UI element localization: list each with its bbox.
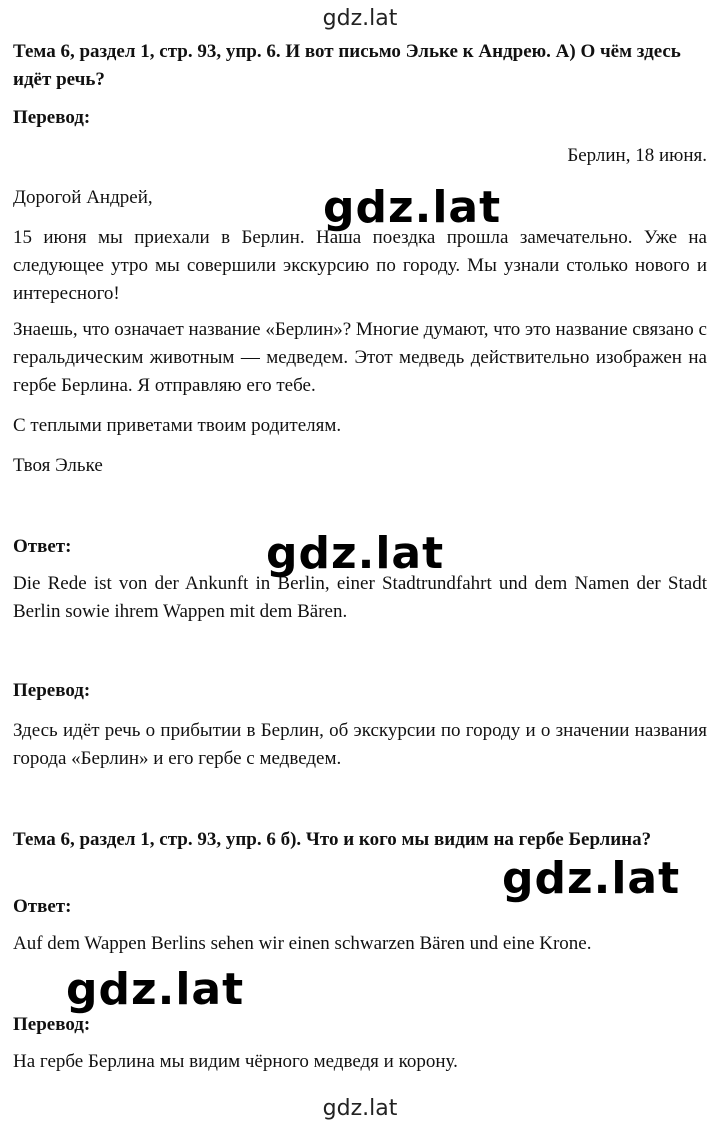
task1-answer-label: Ответ: — [13, 536, 72, 557]
letter-closing: С теплыми приветами твоим родителям. — [13, 415, 342, 436]
watermark-large-2: gdz.lat — [266, 528, 445, 579]
watermark-large-3: gdz.lat — [502, 853, 681, 904]
letter-signature: Твоя Эльке — [13, 455, 103, 476]
letter-place-date: Берлин, 18 июня. — [567, 145, 707, 166]
letter-paragraph-2: Знаешь, что означает название «Берлин»? Многие думают, что это название связано с геральдическим животным — медведем. Этот медведь действительно изображен на гербе Берлина. Я отправляю его тебе. — [13, 319, 707, 396]
task1-answer-translation-label: Перевод: — [13, 680, 91, 701]
watermark-large-1: gdz.lat — [323, 182, 502, 233]
watermark-bottom: gdz.lat — [322, 1096, 398, 1121]
letter-paragraph-1: 15 июня мы приехали в Берлин. Наша поездка прошла замечательно. Уже на следующее утро мы совершили экскурсию по городу. Мы узнали столько нового и интересного! — [13, 227, 707, 304]
task2-heading: Тема 6, раздел 1, стр. 93, упр. 6 б). Что и кого мы видим на гербе Берлина? — [13, 829, 652, 850]
task2-translation-label: Перевод: — [13, 1014, 91, 1035]
task1-heading: Тема 6, раздел 1, стр. 93, упр. 6. И вот письмо Эльке к Андрею. А) О чём здесь идёт речь? — [13, 41, 681, 90]
watermark-large-4: gdz.lat — [66, 964, 245, 1015]
task1-answer: Die Rede ist von der Ankunft in Berlin, einer Stadtrundfahrt und dem Namen der Stadt Berlin sowie ihrem Wappen mit dem Bären. — [13, 573, 707, 622]
watermark-top: gdz.lat — [322, 6, 398, 31]
task1-answer-translation: Здесь идёт речь о прибытии в Берлин, об экскурсии по городу и о значении названия города «Берлин» и его гербе с медведем. — [13, 720, 707, 769]
task2-answer: Auf dem Wappen Berlins sehen wir einen schwarzen Bären und eine Krone. — [13, 933, 592, 954]
task2-answer-label: Ответ: — [13, 896, 72, 917]
letter-greeting: Дорогой Андрей, — [13, 187, 153, 208]
task1-translation-label: Перевод: — [13, 107, 91, 128]
task2-translation: На гербе Берлина мы видим чёрного медведя и корону. — [13, 1051, 458, 1072]
